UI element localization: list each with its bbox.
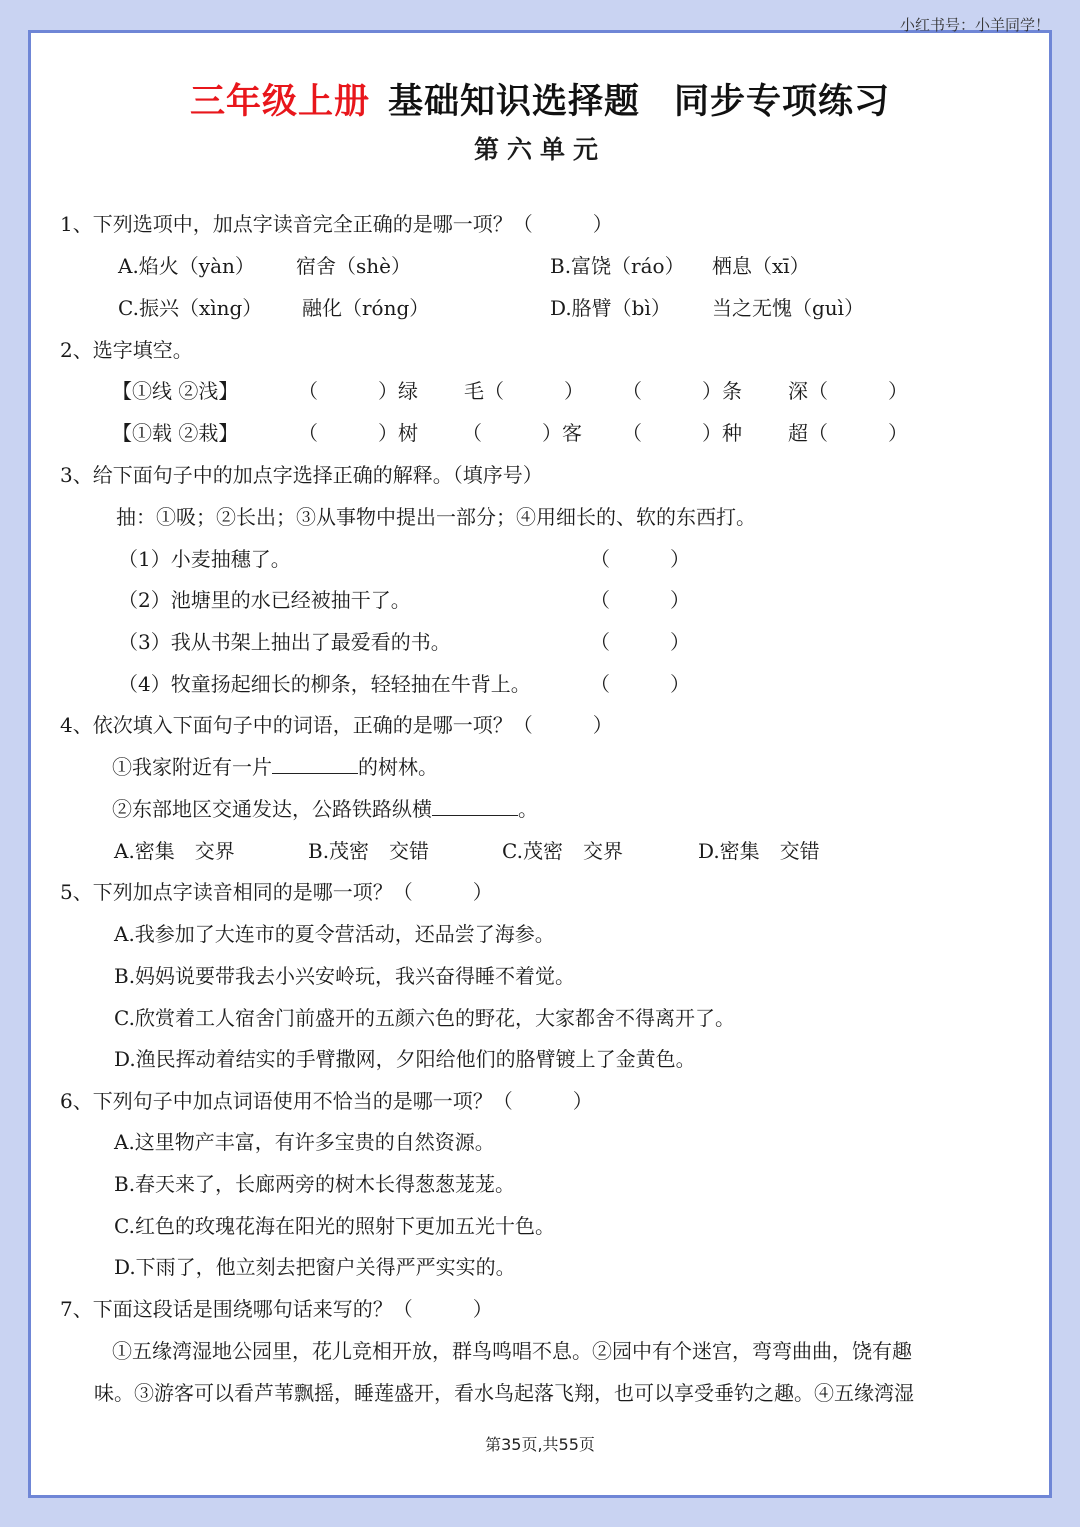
watermark: 小红书号：小羊同学！	[899, 16, 1050, 34]
q1-option-b2: 栖息（xī）	[712, 254, 810, 278]
q1-option-a1: A.焰火（yàn）	[118, 254, 255, 278]
q4-blank-2[interactable]	[432, 795, 518, 816]
q4-blank-1[interactable]	[272, 753, 358, 774]
q4-option-a: A.密集 交界	[114, 839, 235, 863]
q2-row1-blank2[interactable]: 毛（ ）	[464, 379, 584, 403]
q5-option-b: B.妈妈说要带我去小兴安岭玩，我兴奋得睡不着觉。	[114, 964, 576, 988]
q2-row2-blank4[interactable]: 超（ ）	[788, 421, 908, 445]
q6-option-d: D.下雨了，他立刻去把窗户关得严严实实的。	[114, 1255, 516, 1279]
q6-stem: 6、下列句子中加点词语使用不恰当的是哪一项？（ ）	[60, 1089, 593, 1113]
q2-row2-blank1[interactable]: （ ）树	[298, 421, 418, 445]
q3-sentence-3: （3）我从书架上抽出了最爱看的书。	[118, 630, 451, 654]
q7-passage-line-2: 味。③游客可以看芦苇飘摇，睡莲盛开，看水鸟起落飞翔，也可以享受垂钓之趣。④五缘湾湿	[94, 1381, 914, 1405]
q3-answer-2[interactable]: （ ）	[590, 588, 690, 612]
q4-sentence-1-end: 的树林。	[358, 755, 438, 779]
q4-option-d: D.密集 交错	[698, 839, 820, 863]
q3-answer-3[interactable]: （ ）	[590, 630, 690, 654]
q7-stem: 7、下面这段话是围绕哪句话来写的？（ ）	[60, 1297, 493, 1321]
q2-row2-blank2[interactable]: （ ）客	[462, 421, 582, 445]
q4-stem: 4、依次填入下面句子中的词语，正确的是哪一项？（ ）	[60, 713, 613, 737]
q4-sentence-1	[112, 752, 438, 782]
q5-option-a: A.我参加了大连市的夏令营活动，还品尝了海参。	[114, 922, 555, 946]
title-topic: 基础知识选择题	[387, 82, 640, 122]
q2-row1-blank1[interactable]: （ ）绿	[298, 379, 418, 403]
q4-option-c: C.茂密 交界	[502, 839, 623, 863]
q3-definition: 抽：①吸；②长出；③从事物中提出一部分；④用细长的、软的东西打。	[116, 505, 756, 529]
q4-option-b: B.茂密 交错	[308, 839, 430, 863]
q1-option-c1: C.振兴（xìng）	[118, 296, 263, 320]
q3-stem: 3、给下面句子中的加点字选择正确的解释。（填序号）	[60, 463, 543, 487]
q6-option-b: B.春天来了，长廊两旁的树木长得葱葱茏茏。	[114, 1172, 516, 1196]
q4-sentence-2	[112, 794, 538, 824]
q2-row2-blank3[interactable]: （ ）种	[622, 421, 742, 445]
unit-heading: 第六单元	[473, 135, 606, 164]
q2-row1-label: 【①线 ②浅】	[112, 379, 239, 403]
q4-sentence-1-start: ①我家附近有一片	[112, 755, 272, 779]
q1-option-c2: 融化（róng）	[302, 296, 430, 320]
q1-option-b1: B.富饶（ráo）	[550, 254, 685, 278]
page-title	[0, 74, 1080, 124]
q3-answer-4[interactable]: （ ）	[590, 672, 690, 696]
q3-sentence-1: （1）小麦抽穗了。	[118, 547, 291, 571]
q3-sentence-4: （4）牧童扬起细长的柳条，轻轻抽在牛背上。	[118, 672, 531, 696]
q7-passage-line-1: ①五缘湾湿地公园里，花儿竞相开放，群鸟鸣唱不息。②园中有个迷宫，弯弯曲曲，饶有趣	[112, 1339, 912, 1363]
title-grade: 三年级上册	[189, 82, 370, 122]
q2-row1-blank4[interactable]: 深（ ）	[788, 379, 908, 403]
title-practice: 同步专项练习	[674, 82, 891, 122]
q2-stem: 2、选字填空。	[60, 338, 193, 362]
q2-row1-blank3[interactable]: （ ）条	[622, 379, 742, 403]
q5-stem: 5、下列加点字读音相同的是哪一项？（ ）	[60, 880, 493, 904]
q3-sentence-2: （2）池塘里的水已经被抽干了。	[118, 588, 411, 612]
q4-sentence-2-start: ②东部地区交通发达，公路铁路纵横	[112, 797, 432, 821]
q4-sentence-2-end: 。	[518, 797, 538, 821]
q6-option-c: C.红色的玫瑰花海在阳光的照射下更加五光十色。	[114, 1214, 555, 1238]
page-number: 第35页,共55页	[485, 1435, 595, 1454]
q6-option-a: A.这里物产丰富，有许多宝贵的自然资源。	[114, 1130, 495, 1154]
q5-option-d: D.渔民挥动着结实的手臂撒网，夕阳给他们的胳臂镀上了金黄色。	[114, 1047, 696, 1071]
q5-option-c: C.欣赏着工人宿舍门前盛开的五颜六色的野花，大家都舍不得离开了。	[114, 1006, 735, 1030]
q1-option-d2: 当之无愧（guì）	[712, 296, 865, 320]
q3-answer-1[interactable]: （ ）	[590, 547, 690, 571]
q1-stem: 1、下列选项中，加点字读音完全正确的是哪一项？（ ）	[60, 212, 613, 236]
q1-option-d1: D.胳臂（bì）	[550, 296, 671, 320]
q2-row2-label: 【①载 ②栽】	[112, 421, 239, 445]
q1-option-a2: 宿舍（shè）	[296, 254, 411, 278]
